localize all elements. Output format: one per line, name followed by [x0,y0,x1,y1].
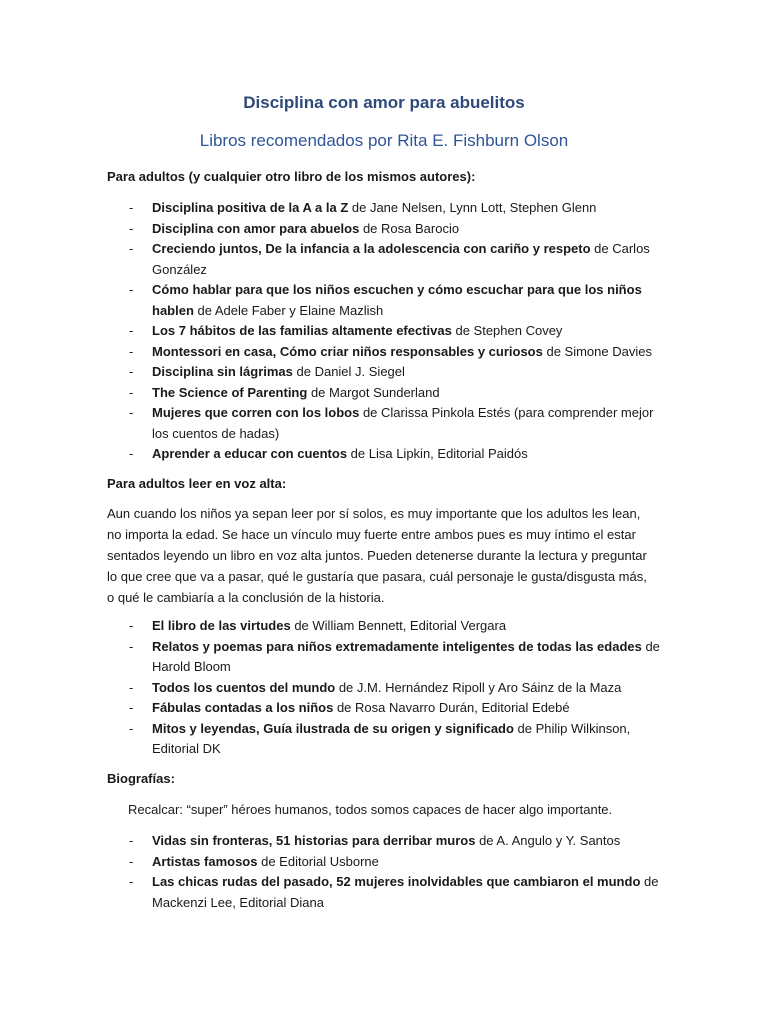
bullet-dash: - [129,343,134,359]
book-author: de Adele Faber y Elaine Mazlish [193,302,384,318]
bullet-dash: - [129,323,134,338]
book-author: de J.M. Hernández Ripoll y Aro Sáinz de la Maza [335,679,622,695]
list-item [107,362,667,383]
section-heading-bios: Biografías: [107,771,175,786]
bullet-dash: - [129,446,134,461]
list-item [107,872,667,913]
book-title: Cómo hablar para que los niños escuchen y cómo escuchar para que los niños hablen [152,282,642,318]
bios-note: Recalcar: “super” héroes humanos, todos somos capaces de hacer algo importante. [128,802,613,817]
book-title: El libro de las virtudes [152,618,291,633]
book-title: Los 7 hábitos de las familias altamente efectivas [152,323,452,338]
book-title: Disciplina con amor para abuelos [152,220,360,236]
book-title: Fábulas contadas a los niños [152,700,334,715]
bullet-dash: - [129,638,134,654]
list-item [107,342,667,363]
book-title: Disciplina sin lágrimas [152,364,293,379]
book-author: de Stephen Covey [451,323,563,338]
document-subtitle: Libros recomendados por Rita E. Fishburn Olson [199,131,569,150]
bullet-dash: - [129,679,134,695]
bullet-dash: - [129,853,134,869]
list-item [107,198,667,219]
list-item [107,239,667,280]
bullet-dash: - [129,874,134,889]
book-title: Montessori en casa, Cómo criar niños responsables y curiosos [152,343,543,359]
book-author: de Harold Bloom [152,638,660,674]
book-author: de Simone Davies [542,343,652,359]
book-title: Creciendo juntos, De la infancia a la adolescencia con cariño y respeto [152,241,591,256]
book-title: Disciplina positiva de la A a la Z [152,200,349,215]
book-list-bios [107,831,667,913]
book-author: de Editorial Usborne [257,853,379,869]
list-item [107,698,667,719]
document-title: Disciplina con amor para abuelitos [243,93,525,112]
section-heading-adults: Para adultos (y cualquier otro libro de los mismos autores): [107,169,476,184]
list-item [107,616,667,637]
bullet-dash: - [129,282,134,297]
list-item [107,444,667,465]
bullet-dash: - [129,618,134,633]
list-item [107,219,667,240]
book-author: de Rosa Barocio [359,220,460,236]
book-author: de Lisa Lipkin, Editorial Paidós [347,446,528,461]
book-author: de Daniel J. Siegel [292,364,405,379]
list-item [107,280,667,321]
read-aloud-paragraph: Aun cuando los niños ya sepan leer por sí solos, es muy importante que los adultos les lean, no importa la edad. Se hace un vínculo muy fuerte entre ambos pues es muy íntimo el estar sentados leyendo un libro en voz alta juntos. Pueden detenerse durante la lectura y preguntar lo que cree que va a pasar, qué le gustaría que pasara, cuál personaje le gusta/disgusta más, o qué le cambiaría a la conclusión de la historia. [107,506,647,605]
book-title: Mujeres que corren con los lobos [152,405,360,420]
list-item [107,852,667,873]
book-title: Mitos y leyendas, Guía ilustrada de su origen y significado [152,720,514,736]
book-author: de Philip Wilkinson, Editorial DK [152,720,631,756]
bullet-dash: - [129,384,134,400]
bullet-dash: - [129,364,134,379]
book-list-read-aloud [107,616,667,760]
list-item [107,403,667,444]
bullet-dash: - [129,405,134,420]
book-author: de William Bennett, Editorial Vergara [290,618,507,633]
list-item [107,637,667,678]
list-item [107,678,667,699]
bullet-dash: - [129,833,134,848]
book-title: Vidas sin fronteras, 51 historias para derribar muros [152,833,476,848]
book-author: de Clarissa Pinkola Estés (para comprender mejor los cuentos de hadas) [152,405,654,441]
list-item [107,831,667,852]
bullet-dash: - [129,700,134,715]
book-author: de A. Angulo y Y. Santos [475,833,621,848]
bullet-dash: - [129,220,134,236]
book-title: Las chicas rudas del pasado, 52 mujeres inolvidables que cambiaron el mundo [152,874,641,889]
book-title: Artistas famosos [152,853,258,869]
book-author: de Jane Nelsen, Lynn Lott, Stephen Glenn [348,200,597,215]
book-title: Aprender a educar con cuentos [152,446,348,461]
book-title: Todos los cuentos del mundo [152,679,336,695]
bullet-dash: - [129,241,134,256]
book-title: Relatos y poemas para niños extremadamente inteligentes de todas las edades [152,638,642,654]
list-item [107,383,667,404]
book-author: de Margot Sunderland [307,384,440,400]
bullet-dash: - [129,720,134,736]
section-heading-read-aloud: Para adultos leer en voz alta: [107,476,287,491]
bullet-dash: - [129,200,134,215]
book-author: de Carlos González [152,241,650,277]
book-author: de Rosa Navarro Durán, Editorial Edebé [333,700,570,715]
book-title: The Science of Parenting [152,384,308,400]
list-item [107,719,667,760]
list-item [107,321,667,342]
book-author: de Mackenzi Lee, Editorial Diana [152,874,659,910]
book-list-adults [107,198,667,465]
